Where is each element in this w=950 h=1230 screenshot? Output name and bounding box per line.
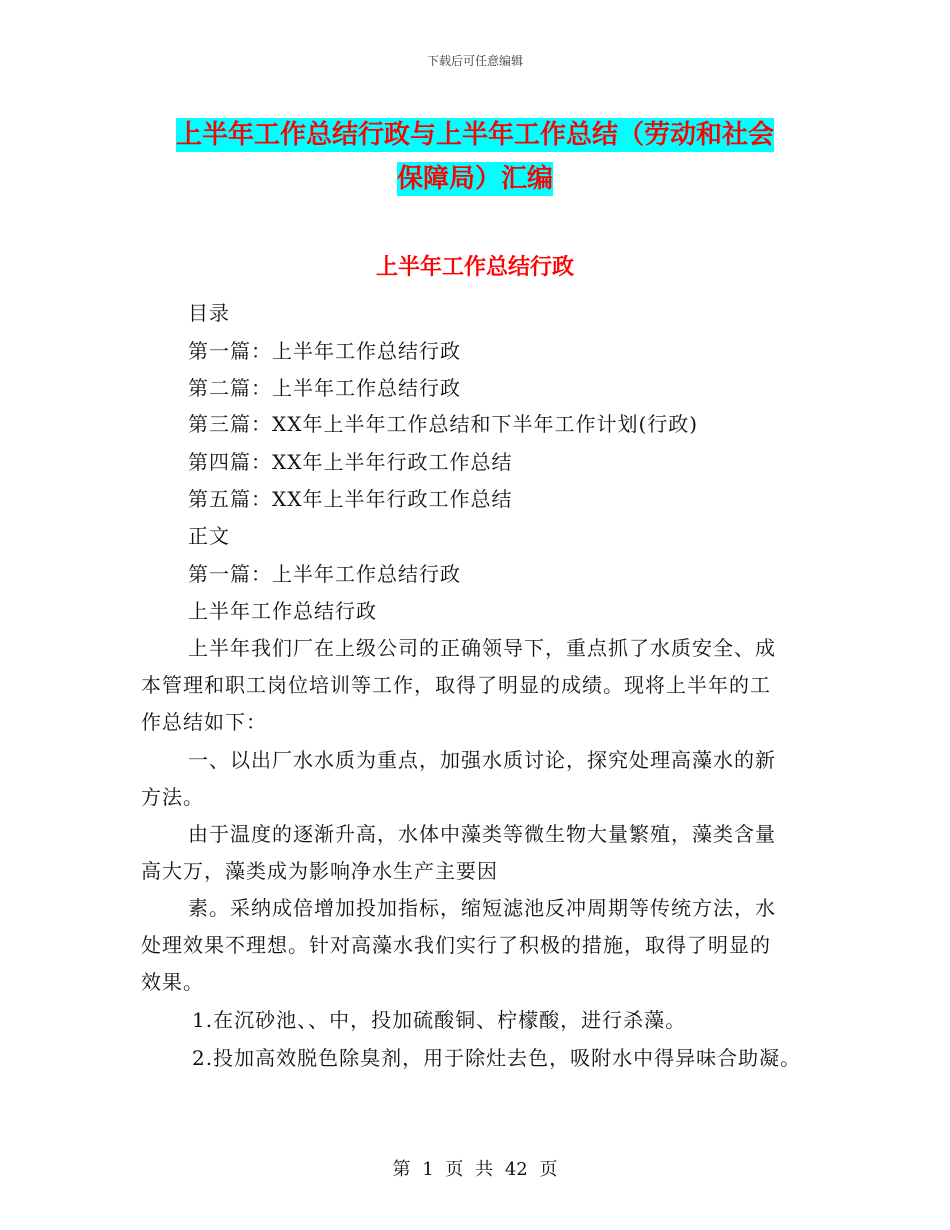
paragraph-2-line-2: 方法。 [141,785,204,809]
paragraph-1-line-1: 上半年我们厂在上级公司的正确领导下，重点抓了水质安全、成 [188,636,776,660]
toc-item-1: 第一篇：上半年工作总结行政 [188,339,461,363]
chapter-heading: 第一篇：上半年工作总结行政 [188,562,461,586]
toc-item-3: 第三篇：XX年上半年工作总结和下半年工作计划(行政) [188,412,699,436]
page-header-note: 下载后可任意编辑 [426,54,523,68]
toc-heading: 目录 [188,301,230,325]
chapter-subtitle: 上半年工作总结行政 [188,599,377,623]
paragraph-3-line-1: 由于温度的逐渐升高，水体中藻类等微生物大量繁殖，藻类含量 [188,822,776,846]
toc-item-5: 第五篇：XX年上半年行政工作总结 [188,487,513,511]
body-heading: 正文 [188,524,230,548]
section-title: 上半年工作总结行政 [375,255,574,280]
paragraph-1-line-2: 本管理和职工岗位培训等工作，取得了明显的成绩。现将上半年的工 [141,673,771,697]
paragraph-2-line-1: 一、以出厂水水质为重点，加强水质讨论，探究处理高藻水的新 [188,748,776,772]
toc-item-2: 第二篇：上半年工作总结行政 [188,376,461,400]
toc-item-4: 第四篇：XX年上半年行政工作总结 [188,450,513,474]
paragraph-4-line-3: 效果。 [141,970,204,994]
paragraph-1-line-3: 作总结如下： [141,710,267,734]
paragraph-4-line-2: 处理效果不理想。针对高藻水我们实行了积极的措施，取得了明显的 [141,933,771,957]
list-item-2: 2.投加高效脱色除臭剂，用于除灶去色，吸附水中得异味合助凝。 [192,1046,802,1070]
paragraph-3-line-2: 高大万，藻类成为影响净水生产主要因 [141,859,498,883]
document-title-line-1: 上半年工作总结行政与上半年工作总结（劳动和社会 [175,120,774,150]
list-item-1: 1.在沉砂池、、中，投加硫酸铜、柠檬酸，进行杀藻。 [192,1008,687,1032]
page-number-footer: 第 1 页 共 42 页 [392,1159,558,1180]
document-title-line-2: 保障局）汇编 [396,164,553,194]
paragraph-4-line-1: 素。采纳成倍增加投加指标，缩短滤池反冲周期等传统方法，水 [188,896,776,920]
